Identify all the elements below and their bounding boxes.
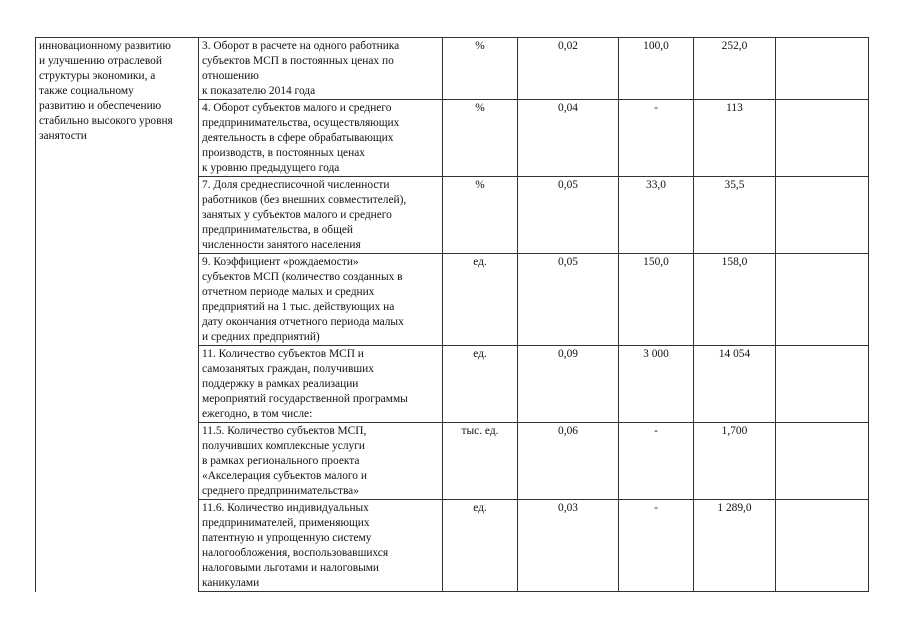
base-value-cell: 33,0 — [619, 177, 694, 254]
target-value-cell: 35,5 — [694, 177, 776, 254]
empty-cell — [776, 38, 869, 100]
weight-cell: 0,04 — [518, 100, 619, 177]
target-value-cell: 1 289,0 — [694, 500, 776, 592]
target-value-cell: 1,700 — [694, 423, 776, 500]
unit-cell: % — [443, 100, 518, 177]
weight-cell: 0,06 — [518, 423, 619, 500]
indicator-cell: 3. Оборот в расчете на одного работника субъектов МСП в постоянных ценах по отношению к показателю 2014 года — [199, 38, 443, 100]
unit-cell: тыс. ед. — [443, 423, 518, 500]
table-row — [36, 38, 869, 100]
weight-cell: 0,02 — [518, 38, 619, 100]
indicator-cell: 11.6. Количество индивидуальных предпринимателей, применяющих патентную и упрощенную систему налогообложения, воспользовавшихся налоговыми льготами и налоговыми каникулами — [199, 500, 443, 592]
target-value-cell: 113 — [694, 100, 776, 177]
goal-cell: инновационному развитию и улучшению отраслевой структуры экономики, а также социальному развитию и обеспечению стабильно высокого уровня занятости — [36, 38, 199, 592]
target-value-cell: 252,0 — [694, 38, 776, 100]
indicator-cell: 7. Доля среднесписочной численности работников (без внешних совместителей), занятых у субъектов малого и среднего предпринимательства, в общей численности занятого населения — [199, 177, 443, 254]
empty-cell — [776, 177, 869, 254]
empty-cell — [776, 100, 869, 177]
base-value-cell: - — [619, 500, 694, 592]
unit-cell: % — [443, 38, 518, 100]
indicators-table — [35, 37, 869, 592]
target-value-cell: 158,0 — [694, 254, 776, 346]
empty-cell — [776, 423, 869, 500]
indicator-cell: 11. Количество субъектов МСП и самозанятых граждан, получивших поддержку в рамках реализации мероприятий государственной программы ежегодно, в том числе: — [199, 346, 443, 423]
target-value-cell: 14 054 — [694, 346, 776, 423]
weight-cell: 0,05 — [518, 177, 619, 254]
empty-cell — [776, 500, 869, 592]
unit-cell: % — [443, 177, 518, 254]
empty-cell — [776, 254, 869, 346]
unit-cell: ед. — [443, 254, 518, 346]
base-value-cell: 100,0 — [619, 38, 694, 100]
empty-cell — [776, 346, 869, 423]
weight-cell: 0,05 — [518, 254, 619, 346]
unit-cell: ед. — [443, 346, 518, 423]
indicator-cell: 11.5. Количество субъектов МСП, получивших комплексные услуги в рамках регионального проекта «Акселерация субъектов малого и среднего предпринимательства» — [199, 423, 443, 500]
weight-cell: 0,03 — [518, 500, 619, 592]
table-body — [36, 38, 869, 592]
base-value-cell: - — [619, 100, 694, 177]
unit-cell: ед. — [443, 500, 518, 592]
base-value-cell: 150,0 — [619, 254, 694, 346]
indicator-cell: 9. Коэффициент «рождаемости» субъектов МСП (количество созданных в отчетном периоде малых и средних предприятий на 1 тыс. действующих на дату окончания отчетного периода малых и средних предприятий) — [199, 254, 443, 346]
weight-cell: 0,09 — [518, 346, 619, 423]
indicator-cell: 4. Оборот субъектов малого и среднего предпринимательства, осуществляющих деятельность в сфере обрабатывающих производств, в постоянных ценах к уровню предыдущего года — [199, 100, 443, 177]
base-value-cell: - — [619, 423, 694, 500]
base-value-cell: 3 000 — [619, 346, 694, 423]
